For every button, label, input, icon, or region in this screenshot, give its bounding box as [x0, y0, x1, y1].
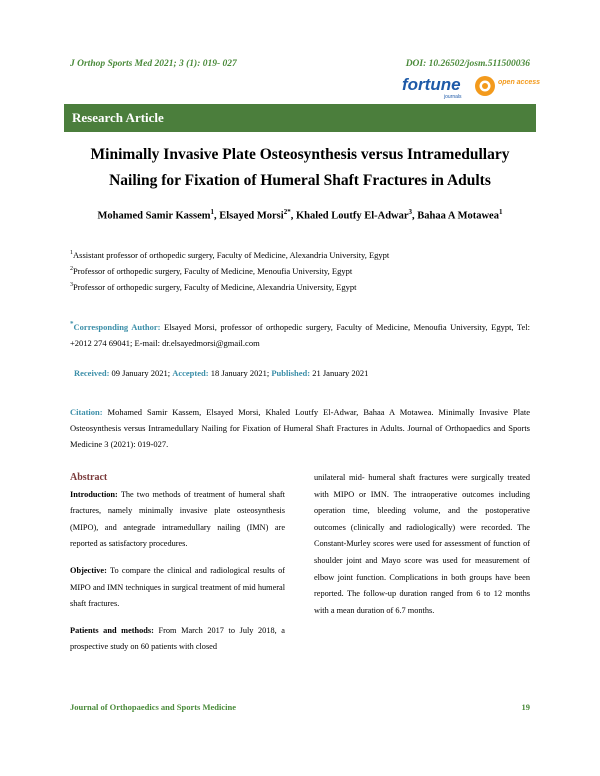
title-line-2: Nailing for Fixation of Humeral Shaft Fractures in Adults [109, 172, 491, 189]
abstract-right-column [314, 470, 530, 629]
abstract-heading: Abstract [70, 472, 108, 483]
citation-label: Citation: [70, 407, 103, 417]
corresponding-label: Corresponding Author: [73, 321, 161, 332]
abstract-methods: Patients and methods: From March 2017 to July 2018, a prospective study on 60 patients with closed [70, 625, 285, 652]
logo-subtext: journals [444, 94, 462, 100]
doi-link[interactable]: DOI: 10.26502/josm.511500036 [405, 59, 530, 69]
author-sup: 3 [408, 208, 413, 216]
author-name: Khaled Loutfy El-Adwar [295, 210, 409, 222]
author-sup: 2* [283, 208, 291, 216]
corresponding-text: Elsayed Morsi, professor of orthopedic surgery, Faculty of Medicine, Menoufia University, Egypt, Tel: +2012 274 69041; E-mail: dr.elsayedmorsi@gmail.com [70, 321, 530, 348]
page-number: 19 [521, 702, 530, 712]
author-list: Mohamed Samir Kassem$^1$, Elsayed Morsi$^{2*}$, Khaled Loutfy El-Adwar$^3$, Bahaa A Motawea$^1$ [97, 208, 503, 222]
journal-reference: J Orthop Sports Med 2021; 3 (1): 019- 027 [70, 59, 237, 69]
logo-wordmark: fortune [402, 75, 461, 94]
author-sup: 1 [498, 208, 503, 216]
author-name: Mohamed Samir Kassem [97, 210, 211, 222]
title-line-1: Minimally Invasive Plate Osteosynthesis versus Intramedullary [90, 146, 510, 163]
citation-text: Mohamed Samir Kassem, Elsayed Morsi, Khaled Loutfy El-Adwar, Bahaa A Motawea. Minimally Invasive Plate Osteosynthesis versus Intramedullary Nailing for Fixation of Humeral Shaft Fractures in Adults. Journal of Orthopaedics and Sports Medicine 3 (2021): 019-027. [70, 407, 530, 449]
affiliation-3: $^3$Professor of orthopedic surgery, Faculty of Medicine, Alexandria University, Egypt [70, 282, 357, 292]
publisher-logo [400, 72, 541, 100]
abstract-introduction: Introduction: The two methods of treatment of humeral shaft fractures, namely minimally invasive plate osteosynthesis (MIPO), and antegrade intramedullary nailing (IMN) are reported as satisfactory procedures. [70, 489, 285, 549]
citation [70, 404, 530, 452]
abstract-left-column [70, 470, 285, 666]
article-type-banner: Research Article [64, 104, 536, 132]
affiliation-2: $^2$Professor of orthopedic surgery, Faculty of Medicine, Menoufia University, Egypt [70, 266, 353, 276]
affiliation-1: $^1$Assistant professor of orthopedic surgery, Faculty of Medicine, Alexandria University, Egypt [70, 250, 390, 260]
corresponding-author: *Corresponding Author: Elsayed Morsi, professor of orthopedic surgery, Faculty of Medicine, Menoufia University, Egypt, Tel: +2012 274 69041; E-mail: dr.elsayedmorsi@gmail.com [70, 320, 530, 348]
author-name: Bahaa A Motawea [417, 210, 499, 222]
open-access-label: open access [498, 79, 541, 86]
abstract-objective: Objective: To compare the clinical and radiological results of MIPO and IMN techniques in surgical treatment of mid humeral shaft fractures. [70, 565, 285, 609]
author-sup: 1 [210, 208, 214, 216]
footer-journal-name: Journal of Orthopaedics and Sports Medicine [70, 702, 236, 712]
author-name: Elsayed Morsi [219, 210, 284, 222]
article-dates: Received: 09 January 2021; Accepted: 18 January 2021; Published: 21 January 2021 [74, 368, 369, 378]
article-title [64, 142, 536, 194]
abstract-methods-continued: unilateral mid- humeral shaft fractures were surgically treated with MIPO or IMN. The intraoperative outcomes including operation time, bleeding volume, and the postoperative outcomes (clinically and radiologically) were recorded. The Constant-Murley scores were used for assessment of function of shoulder joint and Mayo score was used for measurement of elbow joint function. Complications in both groups have been reported. The follow-up duration ranged from 6 to 12 months with a mean duration of 6.7 months. [314, 473, 530, 615]
